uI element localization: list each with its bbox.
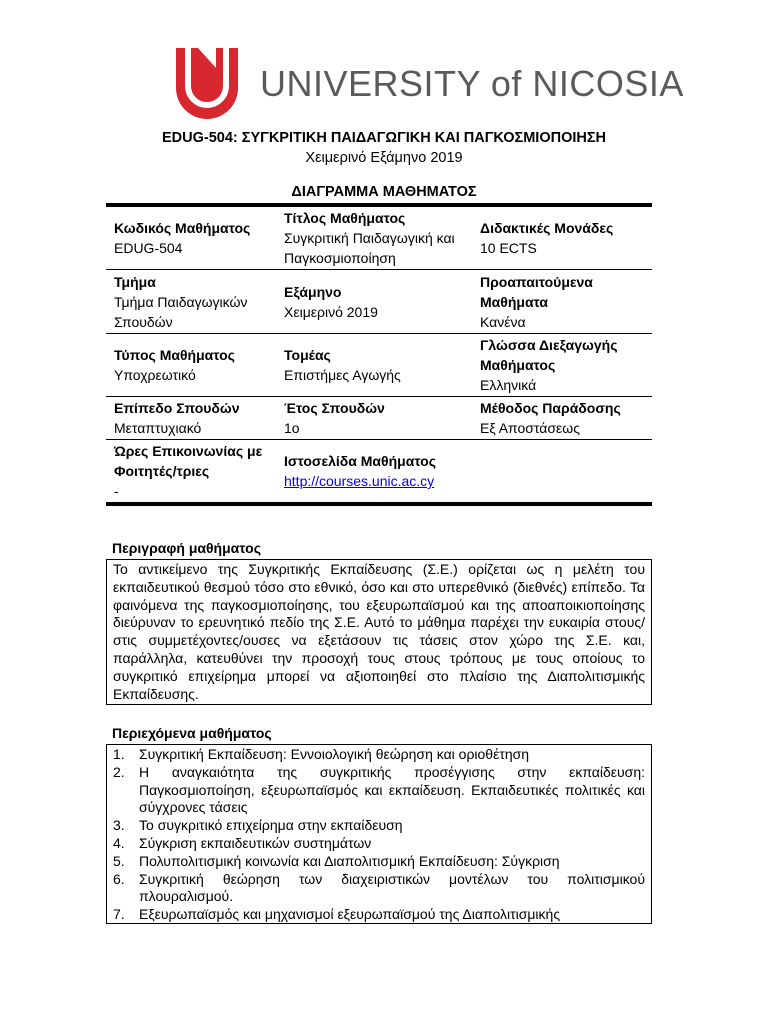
contents-heading: Περιεχόμενα μαθήματος <box>112 725 272 741</box>
study-year-label: Έτος Σπουδών <box>284 400 385 416</box>
info-row <box>106 440 652 502</box>
delivery-method-label: Μέθοδος Παράδοσης <box>480 400 621 416</box>
teaching-units-value: 10 ECTS <box>480 240 537 256</box>
info-row <box>106 207 652 270</box>
study-year-value: 1ο <box>284 420 300 436</box>
list-item: 7. Εξευρωπαϊσμός και μηχανισμοί εξευρωπαϊσμού της Διαπολιτισμικής <box>113 906 561 923</box>
contents-box <box>106 744 652 924</box>
office-hours-label: Ώρες Επικοινωνίας με Φοιτητές/τριες <box>114 443 263 479</box>
teaching-units-label: Διδακτικές Μονάδες <box>480 220 614 236</box>
prerequisites-label: Προαπαιτούμενα Μαθήματα <box>480 273 593 310</box>
department-label: Τμήμα <box>114 273 156 290</box>
list-item: 4. Σύγκριση εκπαιδευτικών συστημάτων <box>113 834 372 851</box>
info-cell <box>106 440 276 502</box>
info-cell <box>276 440 472 502</box>
study-level-label: Επίπεδο Σπουδών <box>114 400 240 416</box>
course-website-label: Ιστοσελίδα Μαθήματος <box>284 453 437 469</box>
language-label: Γλώσσα Διεξαγωγής Μαθήματος <box>480 337 618 373</box>
prerequisites-value: Κανένα <box>480 313 526 330</box>
language-value: Ελληνικά <box>480 377 537 393</box>
office-hours-value: - <box>114 483 119 499</box>
university-logo <box>176 46 684 122</box>
info-cell <box>276 207 472 269</box>
description-box <box>106 559 652 705</box>
info-cell <box>106 270 276 333</box>
info-cell <box>472 207 652 269</box>
field-value: Επιστήμες Αγωγής <box>284 367 401 383</box>
info-cell <box>472 334 652 396</box>
semester-subtitle: Χειμερινό Εξάμηνο 2019 <box>305 150 463 166</box>
course-code-value: EDUG-504 <box>114 240 183 256</box>
syllabus-heading: ΔΙΑΓΡΑΜΜΑ ΜΑΘΗΜΑΤΟΣ <box>291 184 477 200</box>
field-label: Τομέας <box>284 347 331 363</box>
course-website-link[interactable]: http://courses.unic.ac.cy <box>284 473 435 489</box>
list-item: 5. Πολυπολιτισμική κοινωνία και Διαπολιτισμική Εκπαίδευση: Σύγκριση <box>113 852 560 869</box>
course-title-label: Τίτλος Μαθήματος <box>284 210 406 226</box>
course-title: EDUG-504: ΣΥΓΚΡΙΤΙΚΗ ΠΑΙΔΑΓΩΓΙΚΗ ΚΑΙ ΠΑΓΚΟΣΜΙΟΠΟΙΗΣΗ <box>161 130 607 146</box>
course-info-table <box>106 203 652 506</box>
list-item: 3. Το συγκριτικό επιχείρημα στην εκπαίδευση <box>113 817 403 834</box>
info-cell <box>106 397 276 439</box>
course-title-value: Συγκριτική Παιδαγωγική και Παγκοσμιοποίηση <box>284 230 455 266</box>
list-item: 6. Συγκριτική θεώρηση των διαχειριστικών μοντέλων του πολιτισμικού πλουραλισμού. <box>113 870 645 905</box>
course-type-label: Τύπος Μαθήματος <box>114 347 235 363</box>
study-level-value: Μεταπτυχιακό <box>114 420 202 436</box>
info-row <box>106 397 652 440</box>
department-value: Τμήμα Παιδαγωγικών Σπουδών <box>114 293 248 330</box>
info-cell-empty <box>472 440 652 502</box>
description-heading: Περιγραφή μαθήματος <box>112 540 261 556</box>
info-row <box>106 334 652 397</box>
info-cell <box>276 270 472 333</box>
info-cell <box>106 334 276 396</box>
semester-value: Χειμερινό 2019 <box>284 303 378 320</box>
info-cell <box>472 397 652 439</box>
contents-list <box>113 746 645 924</box>
course-code-label: Κωδικός Μαθήματος <box>114 220 251 236</box>
description-text: Το αντικείμενο της Συγκριτικής Εκπαίδευσης (Σ.Ε.) ορίζεται ως η μελέτη του εκπαιδευτικού θεσμού τόσο στο εθνικό, όσο και στο υπερεθνικό (διεθνές) επίπεδο. Τα φαινόμενα της παγκοσμιοποίησης, του εξευρωπαϊσμού και της αποαποικιοποίησης διεύρυναν το ερευνητικό πεδίο της Σ.Ε. Αυτό το μάθημα παρέχει την ευκαιρία στους/στις συμμετέχοντες/ουσες να εξετάσουν τις τάσεις στον χώρο της Σ.Ε. και, παράλληλα, κατευθύνει την προσοχή τους στους τρόπους με τους οποίους το συγκριτικό επιχείρημα μπορεί να αξιοποιηθεί στο πλαίσιο της Διαπολιτισμικής Εκπαίδευσης. <box>113 561 645 702</box>
info-cell <box>276 334 472 396</box>
course-type-value: Υποχρεωτικό <box>114 367 196 383</box>
list-item: 2. Η αναγκαιότητα της συγκριτικής προσέγγισης στην εκπαίδευση: Παγκοσμιοποίηση, εξευρωπαϊσμός και εκπαίδευση. Εκπαιδευτικές πολιτικές και σύγχρονες τάσεις <box>113 763 645 816</box>
logo-text: UNIVERSITY of NICOSIA <box>260 63 684 104</box>
list-item: 1. Συγκριτική Εκπαίδευση: Εννοιολογική θεώρηση και οριοθέτηση <box>113 746 530 762</box>
delivery-method-value: Εξ Αποστάσεως <box>480 420 580 436</box>
info-cell <box>472 270 652 333</box>
info-cell <box>106 207 276 269</box>
semester-label: Εξάμηνο <box>284 283 342 300</box>
info-row <box>106 270 652 334</box>
info-cell <box>276 397 472 439</box>
